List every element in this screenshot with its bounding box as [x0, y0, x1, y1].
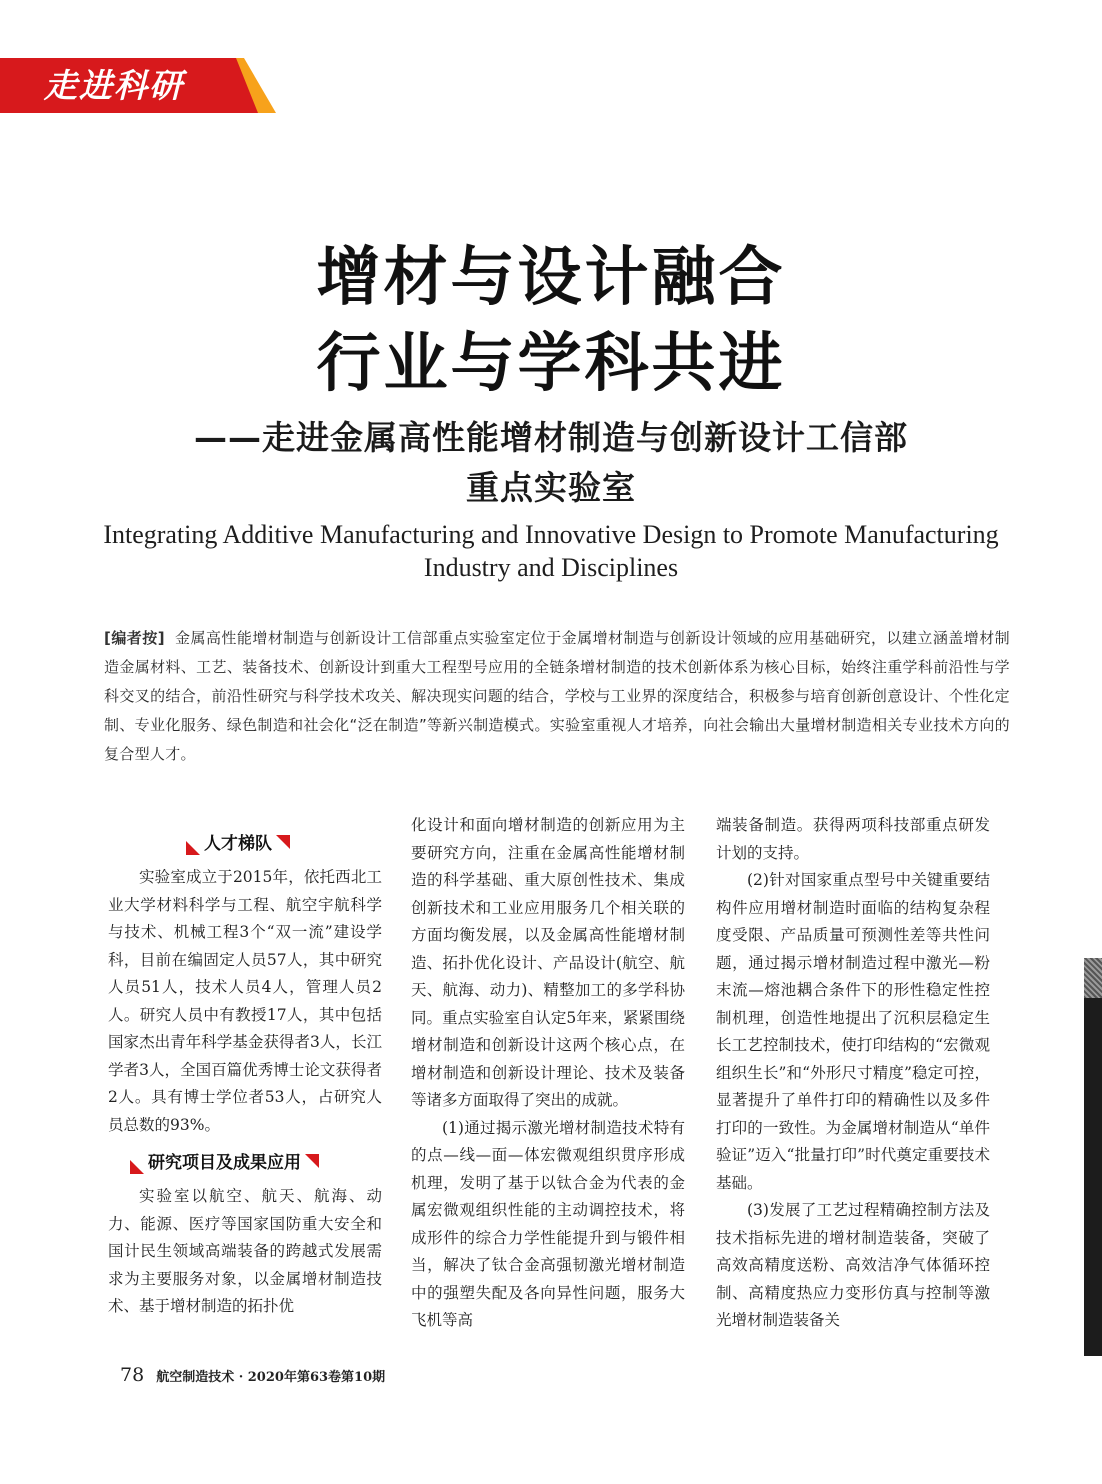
heading-marker-left-icon — [130, 1160, 144, 1174]
paragraph-item-1: (1)通过揭示激光增材制造技术特有的点—线—面—体宏微观组织贯序形成机理，发明了基于以钛合金为代表的金属宏微观组织性能的主动调控技术，将成形件的综合力学性能提升到与锻件相当，解决了钛合金高强韧激光增材制造中的强塑失配及各向异性问题，服务大飞机等高 — [411, 1118, 685, 1329]
section-heading-talent — [108, 830, 382, 860]
section-heading-talent-text: 人才梯队 — [204, 834, 272, 855]
journal-citation: 航空制造技术 · 2020年第63卷第10期 — [156, 1370, 386, 1385]
section-heading-research — [108, 1149, 382, 1179]
paragraph-item-1-cont: 端装备制造。获得两项科技部重点研发计划的支持。 — [716, 816, 990, 862]
article-subtitle-line2: 重点实验室 — [466, 468, 636, 507]
paragraph-item-3: (3)发展了工艺过程精确控制方法及技术指标先进的增材制造装备，突破了高效高精度送粉、高效洁净气体循环控制、高精度热应力变形仿真与控制等激光增材制造装备关 — [716, 1201, 990, 1329]
body-column-2 — [411, 812, 685, 1335]
paragraph-research-intro-cont: 化设计和面向增材制造的创新应用为主要研究方向，注重在金属高性能增材制造的科学基础、重大原创性技术、集成创新技术和工业应用服务几个相关联的方面均衡发展，以及金属高性能增材制造、拓扑优化设计、产品设计(航空、航天、航海、动力)、精整加工的多学科协同。重点实验室自认定5年来，紧紧围绕增材制造和创新设计这两个核心点，在增材制造和创新设计理论、技术及装备等诸多方面取得了突出的成就。 — [411, 816, 685, 1109]
section-banner — [0, 58, 276, 113]
english-title-line1: Integrating Additive Manufacturing and Innovative Design to Promote Manufacturing — [103, 520, 999, 549]
heading-marker-right-icon — [276, 835, 290, 849]
editor-note — [104, 624, 1010, 769]
page-footer — [120, 1364, 385, 1386]
page-number: 78 — [120, 1364, 145, 1386]
paragraph-item-2: (2)针对国家重点型号中关键重要结构件应用增材制造时面临的结构复杂程度受限、产品质量可预测性差等共性问题，通过揭示增材制造过程中激光—粉末流—熔池耦合条件下的形性稳定性控制机理，创造性地提出了沉积层稳定生长工艺控制技术，使打印结构的“宏微观组织生长”和“外形尺寸精度”稳定可控，显著提升了单件打印的精确性以及多件打印的一致性。为金属增材制造从“单件验证”迈入“批量打印”时代奠定重要技术基础。 — [716, 871, 990, 1192]
editor-note-text: 金属高性能增材制造与创新设计工信部重点实验室定位于金属增材制造与创新设计领域的应用基础研究，以建立涵盖增材制造金属材料、工艺、装备技术、创新设计到重大工程型号应用的全链条增材制造的技术创新体系为核心目标，始终注重学科前沿性与学科交叉的结合，前沿性研究与科学技术攻关、解决现实问题的结合，学校与工业界的深度结合，积极参与培育创新创意设计、个性化定制、专业化服务、绿色制造和社会化“泛在制造”等新兴制造模式。实验室重视人才培养，向社会输出大量增材制造相关专业技术方向的复合型人才。 — [104, 629, 1010, 763]
section-banner-label: 走进科研 — [44, 66, 184, 105]
body-column-3 — [716, 812, 990, 1335]
english-title-line2: Industry and Disciplines — [423, 553, 679, 582]
heading-marker-right-icon — [305, 1154, 319, 1168]
paragraph-research-intro: 实验室以航空、航天、航海、动力、能源、医疗等国家国防重大安全和国计民生领域高端装备的跨越式发展需求为主要服务对象，以金属增材制造技术、基于增材制造的拓扑优 — [108, 1187, 382, 1315]
article-title-line2: 行业与学科共进 — [316, 327, 786, 401]
english-title — [60, 518, 1042, 584]
section-heading-research-text: 研究项目及成果应用 — [148, 1153, 301, 1174]
paragraph-talent: 实验室成立于2015年，依托西北工业大学材料科学与工程、航空宇航科学与技术、机械工程3个“双一流”建设学科，目前在编固定人员57人，其中研究人员51人，技术人员4人，管理人员2人。研究人员中有教授17人，其中包括国家杰出青年科学基金获得者3人，长江学者3人，全国百篇优秀博士论文获得者2人。具有博士学位者53人，占研究人员总数的93%。 — [108, 868, 382, 1134]
heading-marker-left-icon — [186, 841, 200, 855]
article-title-line1: 增材与设计融合 — [316, 241, 786, 315]
edge-thumb-tab — [1084, 958, 1102, 1356]
article-subtitle-line1: ——走进金属高性能增材制造与创新设计工信部 — [194, 418, 908, 457]
edge-tab-pattern — [1084, 958, 1102, 998]
editor-note-label: [编者按] — [104, 629, 165, 647]
body-column-1 — [108, 830, 382, 1321]
